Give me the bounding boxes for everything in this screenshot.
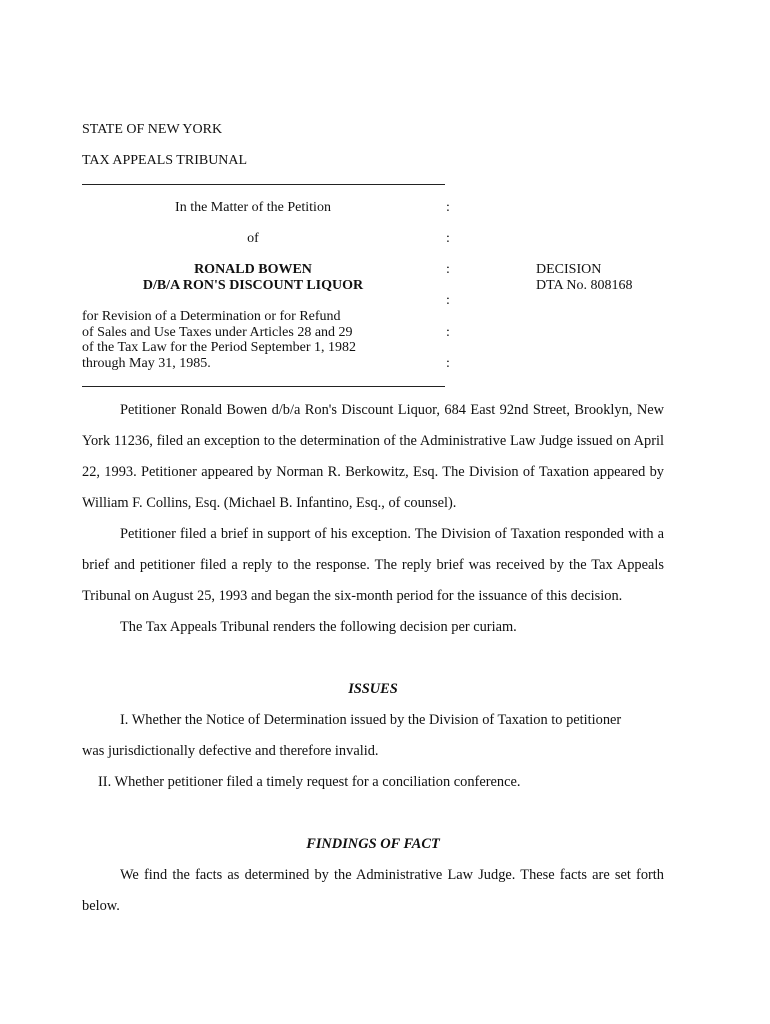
opening-paragraphs (82, 395, 664, 643)
issue-one-line2: was jurisdictionally defective and therefore invalid. (82, 743, 379, 759)
issue-two: II. Whether petitioner filed a timely request for a conciliation conference. (98, 774, 521, 790)
caption-colon: : (446, 293, 450, 308)
issues-heading: ISSUES (348, 681, 398, 697)
paragraph-briefs: Petitioner filed a brief in support of his exception. The Division of Taxation responded with a brief and petitioner filed a reply to the response. The reply brief was received by the Tax Appeals Tribunal on August 25, 1993 and began the six-month period for the issuance of this decision. (82, 526, 664, 604)
caption-colon: : (446, 356, 450, 371)
caption-colon: : (446, 200, 450, 215)
paragraph-appearances: Petitioner Ronald Bowen d/b/a Ron's Discount Liquor, 684 East 92nd Street, Brooklyn, New York 11236, filed an exception to the determination of the Administrative Law Judge issued on April 22, 1993. Petitioner appeared by Norman R. Berkowitz, Esq. The Division of Taxation appeared by William F. Collins, Esq. (Michael B. Infantino, Esq., of counsel). (82, 402, 664, 511)
caption-colon: : (446, 262, 450, 277)
paragraph-per-curiam: The Tax Appeals Tribunal renders the following decision per curiam. (120, 619, 517, 635)
findings-heading: FINDINGS OF FACT (306, 836, 440, 852)
purpose-line: for Revision of a Determination or for Refund (82, 309, 341, 324)
matter-line: In the Matter of the Petition (175, 200, 331, 215)
issue-one-line1: I. Whether the Notice of Determination issued by the Division of Taxation to petitioner (120, 712, 622, 728)
petitioner-name: RONALD BOWEN (194, 262, 312, 277)
dta-number: DTA No. 808168 (536, 278, 633, 293)
decision-label: DECISION (536, 262, 602, 277)
caption-top-rule (82, 184, 445, 185)
of-line: of (247, 231, 259, 246)
state-heading: STATE OF NEW YORK (82, 122, 223, 137)
petitioner-dba: D/B/A RON'S DISCOUNT LIQUOR (142, 278, 364, 293)
caption-colon: : (446, 231, 450, 246)
caption-bottom-rule (82, 386, 445, 387)
tribunal-heading: TAX APPEALS TRIBUNAL (82, 153, 248, 168)
purpose-line: of the Tax Law for the Period September 1, 1982 (82, 340, 357, 355)
purpose-line: through May 31, 1985. (82, 356, 211, 371)
caption-colon: : (446, 325, 450, 340)
findings-body (82, 860, 664, 922)
purpose-line: of Sales and Use Taxes under Articles 28 and 29 (82, 325, 353, 340)
findings-paragraph: We find the facts as determined by the Administrative Law Judge. These facts are set forth below. (82, 867, 664, 914)
